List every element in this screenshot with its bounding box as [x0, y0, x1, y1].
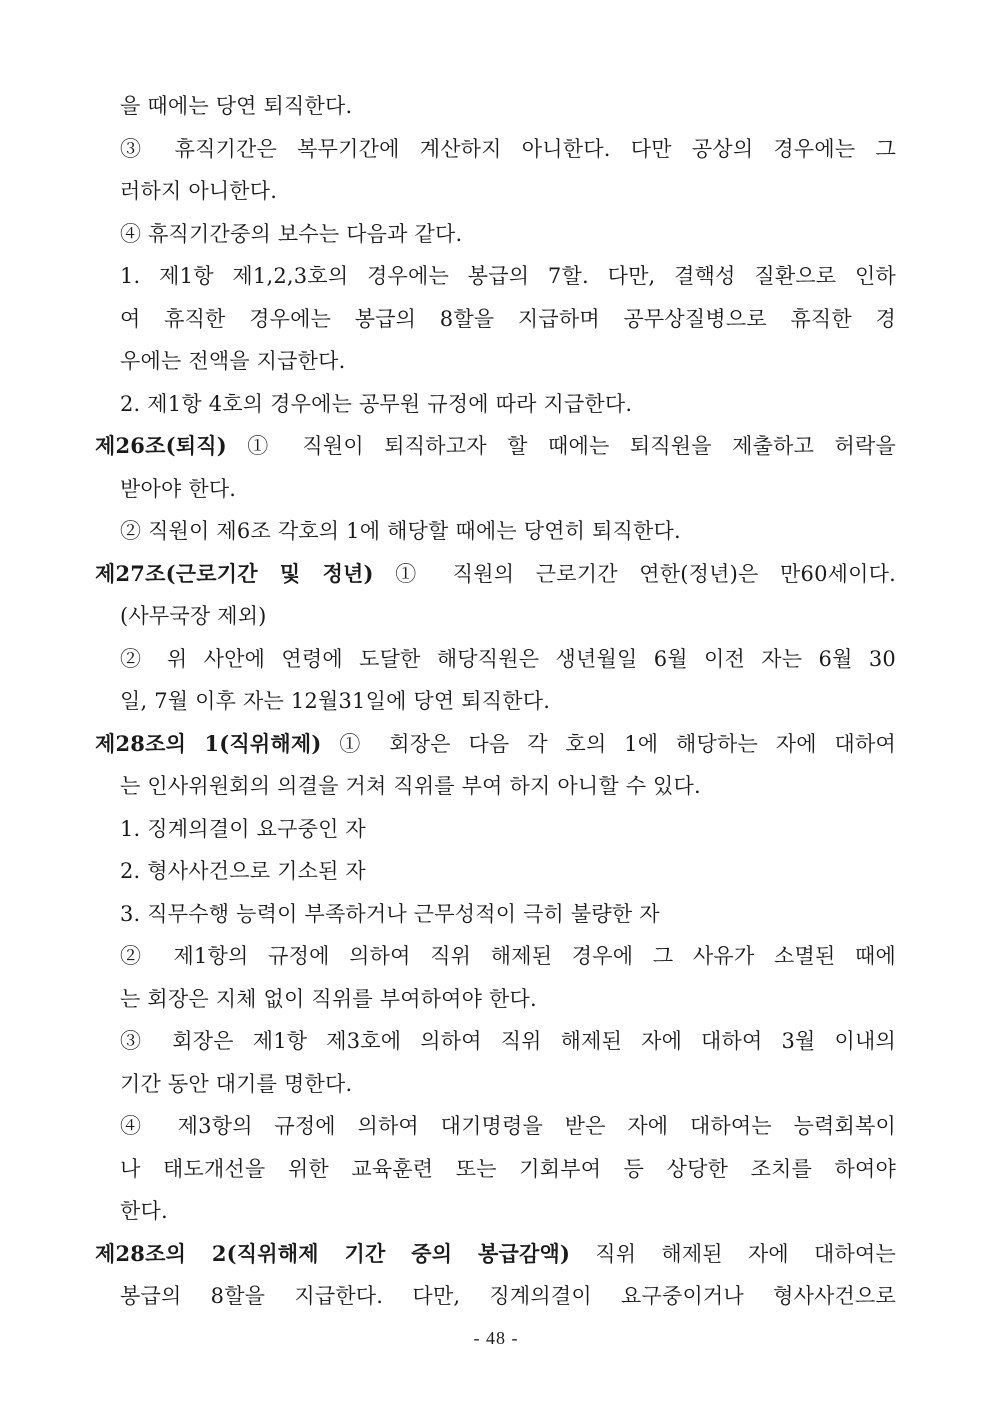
article-28-2-line: 제28조의 2(직위해제 기간 중의 봉급감액) 직위 해제된 자에 대하여는 [95, 1241, 896, 1266]
text-line: ② 위 사안에 연령에 도달한 해당직원은 생년월일 6월 이전 자는 6월 30 [120, 647, 896, 671]
page-number: - 48 - [473, 1328, 519, 1348]
article-heading: 제28조의 1(직위해제) [95, 731, 322, 756]
text-line: ④ 제3항의 규정에 의하여 대기명령을 받은 자에 대하여는 능력회복이 [120, 1114, 896, 1138]
text-line: 우에는 전액을 지급한다. [120, 349, 346, 373]
article-26-line: 제26조(퇴직) ① 직원이 퇴직하고자 할 때에는 퇴직원을 제출하고 허락을 [95, 433, 896, 458]
article-heading: 제27조(근로기간 및 정년) [95, 561, 374, 586]
text-line: 나 태도개선을 위한 교육훈련 또는 기회부여 등 상당한 조치를 하여야 [120, 1157, 896, 1181]
text-line: 2. 제1항 4호의 경우에는 공무원 규정에 따라 지급한다. [120, 392, 633, 416]
text-line: 기간 동안 대기를 명한다. [120, 1072, 353, 1096]
text-line: ③ 휴직기간은 복무기간에 계산하지 아니한다. 다만 공상의 경우에는 그 [120, 137, 896, 161]
text-line: 받아야 한다. [120, 477, 237, 501]
text-line: 3. 직무수행 능력이 부족하거나 근무성적이 극히 불량한 자 [120, 902, 660, 926]
text-line: ③ 회장은 제1항 제3호에 의하여 직위 해제된 자에 대하여 3월 이내의 [120, 1029, 896, 1053]
text-line: 한다. [120, 1199, 168, 1223]
text-line: ④ 휴직기간중의 보수는 다음과 같다. [120, 222, 463, 246]
article-heading: 제26조(퇴직) [95, 433, 227, 458]
text-line: ② 제1항의 규정에 의하여 직위 해제된 경우에 그 사유가 소멸된 때에 [120, 944, 896, 968]
text-line: 1. 제1항 제1,2,3호의 경우에는 봉급의 7할. 다만, 결핵성 질환으로 인하 [120, 264, 896, 288]
article-28-1-line: 제28조의 1(직위해제) ① 회장은 다음 각 호의 1에 해당하는 자에 대하여 [95, 731, 896, 756]
article-27-line: 제27조(근로기간 및 정년) ① 직원의 근로기간 연한(정년)은 만60세이다. [95, 561, 896, 586]
text-line: 1. 징계의결이 요구중인 자 [120, 817, 366, 841]
text-line: 는 회장은 지체 없이 직위를 부여하여야 한다. [120, 987, 537, 1011]
text-line: 일, 7월 이후 자는 12월31일에 당연 퇴직한다. [120, 689, 551, 713]
text-line: 봉급의 8할을 지급한다. 다만, 징계의결이 요구중이거나 형사사건으로 [120, 1284, 896, 1308]
text-line: (사무국장 제외) [120, 604, 267, 628]
text-line: 여 휴직한 경우에는 봉급의 8할을 지급하며 공무상질병으로 휴직한 경 [120, 307, 896, 331]
text-line: 2. 형사사건으로 기소된 자 [120, 859, 366, 883]
text-line: ② 직원이 제6조 각호의 1에 해당할 때에는 당연히 퇴직한다. [120, 519, 681, 543]
text-line: 을 때에는 당연 퇴직한다. [120, 94, 353, 118]
text-line: 는 인사위원회의 의결을 거쳐 직위를 부여 하지 아니할 수 있다. [120, 774, 701, 798]
text-line: 러하지 아니한다. [120, 179, 278, 203]
article-heading: 제28조의 2(직위해제 기간 중의 봉급감액) [95, 1241, 571, 1266]
